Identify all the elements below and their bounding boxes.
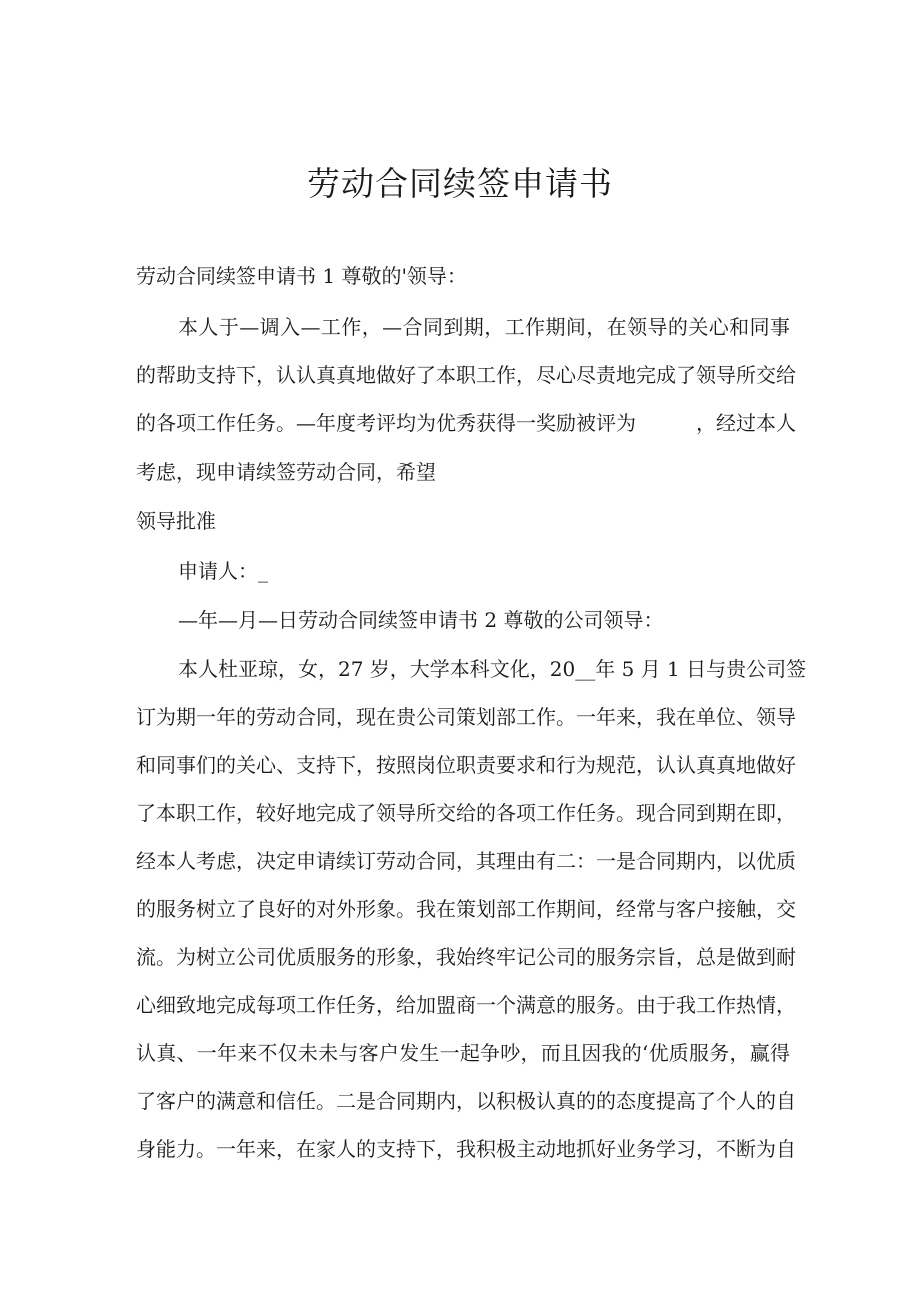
paragraph-line: 本人于—调入—工作，—合同到期，工作期间，在领导的关心和同事	[178, 315, 790, 339]
paragraph-line: 本人杜亚琼，女，27 岁，大学本科文化，20__年 5 月 1 日与贵公司签	[178, 657, 807, 681]
paragraph-line: 订为期一年的劳动合同，现在贵公司策划部工作。一年来，我在单位、领导	[136, 705, 796, 729]
document-title: 劳动合同续签申请书	[307, 164, 613, 203]
paragraph-line: 的各项工作任务。—年度考评均为优秀获得一奖励被评为 ，经过本人	[136, 411, 796, 435]
applicant-line: 申请人：_	[178, 559, 268, 583]
paragraph-line: 的服务树立了良好的对外形象。我在策划部工作期间，经常与客户接触，交	[136, 897, 796, 921]
approval-line: 领导批准	[136, 509, 216, 533]
letter1-salutation: 劳动合同续签申请书 1 尊敬的'领导：	[136, 264, 467, 288]
paragraph-line: 心细致地完成每项工作任务，给加盟商一个满意的服务。由于我工作热情，	[136, 993, 796, 1017]
paragraph-line: 经本人考虑，决定申请续订劳动合同，其理由有二：一是合同期内，以优质	[136, 849, 796, 873]
paragraph-line: 身能力。一年来，在家人的支持下，我积极主动地抓好业务学习，不断为自	[136, 1137, 796, 1161]
letter2-salutation: —年—月—日劳动合同续签申请书 2 尊敬的公司领导：	[178, 608, 664, 632]
paragraph-line: 认真、一年来不仅未未与客户发生一起争吵，而且因我的‘优质服务，赢得	[136, 1041, 790, 1065]
paragraph-line: 流。为树立公司优质服务的形象，我始终牢记公司的服务宗旨，总是做到耐	[136, 945, 796, 969]
paragraph-line: 考虑，现申请续签劳动合同，希望	[136, 460, 436, 484]
paragraph-line: 和同事们的关心、支持下，按照岗位职责要求和行为规范，认认真真地做好	[136, 753, 796, 777]
paragraph-line: 了本职工作，较好地完成了领导所交给的各项工作任务。现合同到期在即，	[136, 801, 796, 825]
paragraph-line: 的帮助支持下，认认真真地做好了本职工作，尽心尽责地完成了领导所交给	[136, 363, 796, 387]
paragraph-line: 了客户的满意和信任。二是合同期内，以积极认真的的态度提高了个人的自	[136, 1089, 796, 1113]
